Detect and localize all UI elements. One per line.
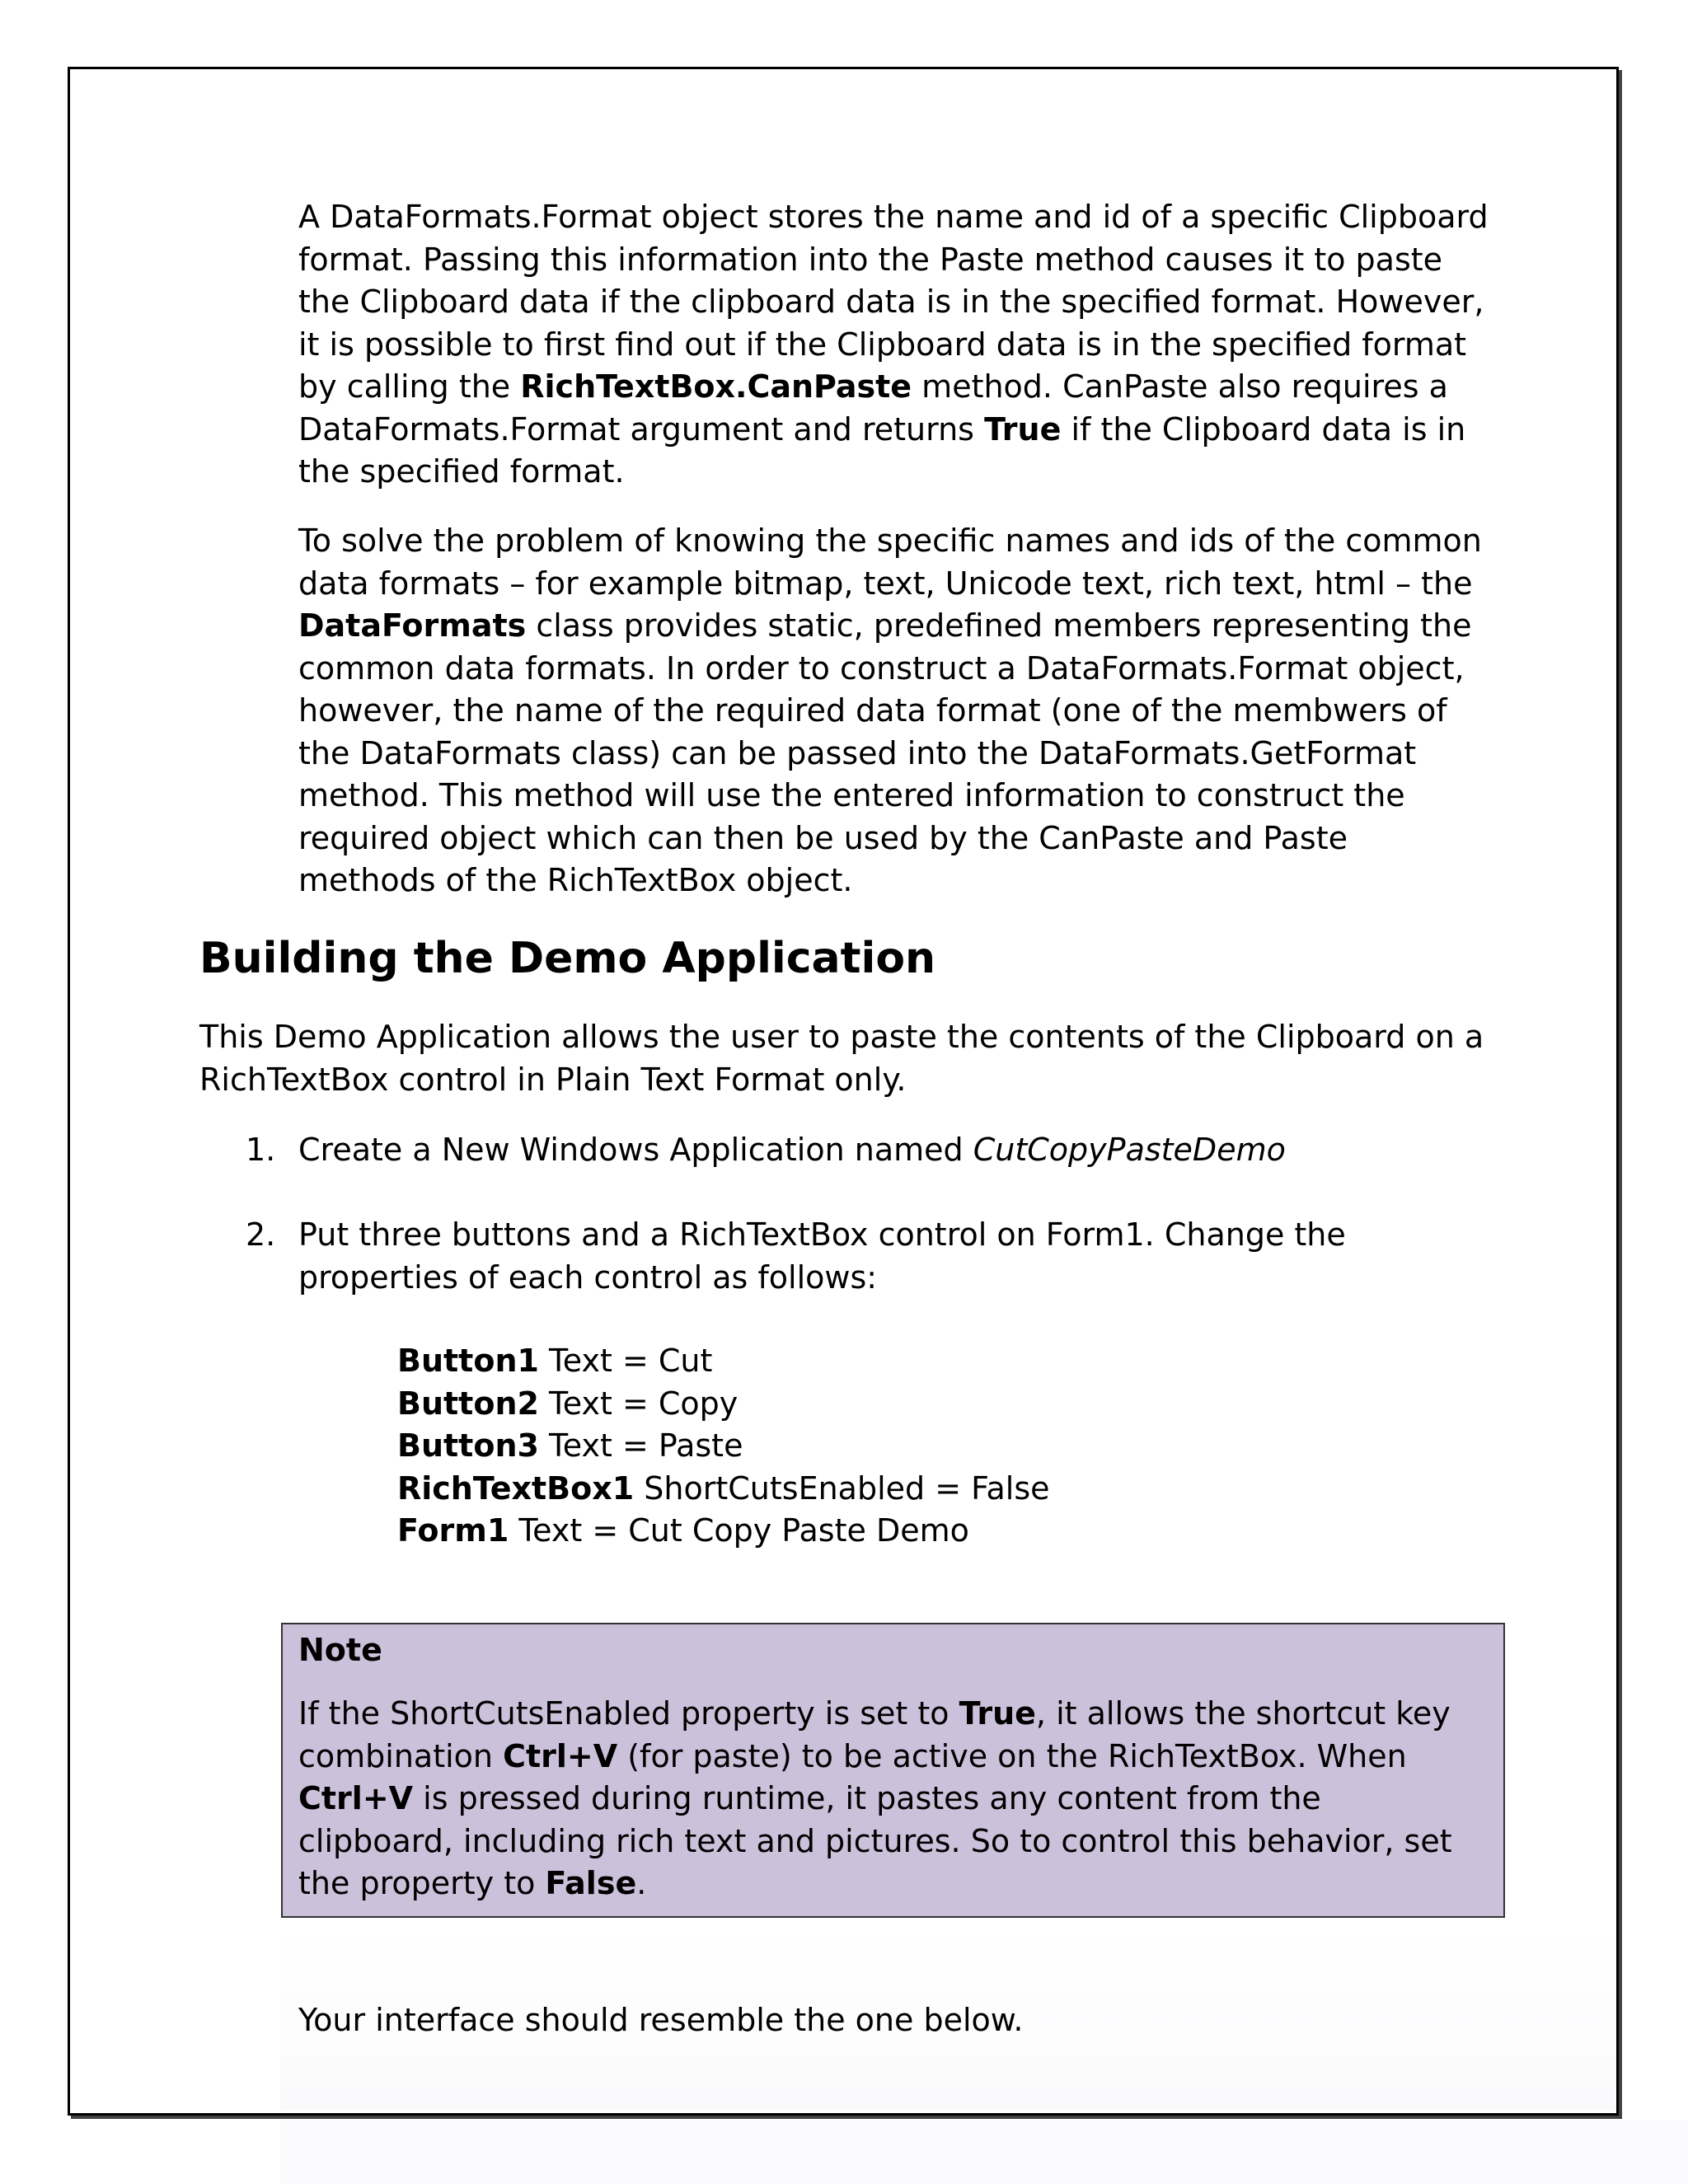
bold-term-ctrl-v: Ctrl+V: [298, 1780, 414, 1816]
paragraph-text: To solve the problem of knowing the specific names and ids of the common data formats – for example bitmap, text, Unicode text, rich text, html – the: [298, 523, 1482, 602]
paragraph-text: class provides static, predefined members representing the common data formats. In order to construct a DataFormats.Format object, however, the name of the required data format (one of the membwers of the DataFormats class) can be passed into the DataFormats.GetFormat method. This method will use the entered information to construct the required object which can then be used by the CanPaste and Paste methods of the RichTextBox object.: [298, 607, 1472, 898]
note-body: [298, 1693, 1485, 1905]
control-name: Button2: [397, 1385, 539, 1422]
note-text: (for paste) to be active on the RichTextBox. When: [617, 1737, 1407, 1774]
bold-term-true: True: [959, 1695, 1036, 1732]
bottom-shade: [280, 2120, 1688, 2184]
property-row: [397, 1340, 1050, 1383]
control-name: Form1: [397, 1512, 509, 1549]
step-2-text: Put three buttons and a RichTextBox control on Form1. Change the properties of each control as follows:: [298, 1216, 1346, 1296]
note-title: Note: [298, 1632, 382, 1668]
control-name: RichTextBox1: [397, 1469, 635, 1507]
step-1-text: [298, 1129, 1452, 1172]
property-setting: Text = Cut Copy Paste Demo: [509, 1512, 969, 1549]
bold-term-dataformats: DataFormats: [298, 607, 527, 644]
property-list: [397, 1340, 1050, 1553]
paragraph-demo-intro: This Demo Application allows the user to paste the contents of the Clipboard on a RichTextBox control in Plain Text Format only.: [199, 1019, 1484, 1098]
step-number: 1.: [246, 1132, 276, 1168]
paragraph-text: A DataFormats.Format object stores the name and id of a specific Clipboard format. Passing this information into the Paste method causes it to paste the Clipboard data if the clipboard data is in the specified format. However, it is possible to first find out if the Clipboard data is in the specified format by calling the: [298, 199, 1489, 405]
section-heading: Building the Demo Application: [199, 934, 936, 983]
property-setting: Text = Copy: [538, 1385, 738, 1422]
note-text: , it allows the shortcut key combination: [298, 1695, 1451, 1774]
paragraph-text: method. CanPaste also requires a DataFormats.Format argument and returns: [298, 368, 1448, 448]
step-number: 2.: [246, 1216, 276, 1253]
property-setting: Text = Paste: [538, 1427, 743, 1464]
paragraph-text: if the Clipboard data is in the specified format.: [298, 410, 1466, 490]
paragraph-dataformats-class: [298, 520, 1493, 902]
property-row: [397, 1383, 1050, 1426]
paragraph-dataformats-format: [298, 196, 1493, 494]
property-row: [397, 1468, 1050, 1511]
note-text: If the ShortCutsEnabled property is set to: [298, 1695, 959, 1732]
note-text: is pressed during runtime, it pastes any content from the clipboard, including rich text and pictures. So to control this behavior, set the property to: [298, 1780, 1452, 1901]
property-row: [397, 1425, 1050, 1468]
bold-term-true: True: [984, 410, 1062, 448]
control-name: Button3: [397, 1427, 539, 1464]
control-name: Button1: [397, 1343, 539, 1379]
note-box: [281, 1623, 1505, 1918]
step-text: Create a New Windows Application named: [298, 1132, 973, 1168]
property-row: [397, 1510, 1050, 1553]
bold-term-false: False: [545, 1865, 637, 1901]
property-setting: Text = Cut: [538, 1343, 713, 1379]
note-text: .: [636, 1865, 647, 1901]
project-name-italic: CutCopyPasteDemo: [973, 1132, 1286, 1168]
bold-term-ctrl-v: Ctrl+V: [503, 1737, 618, 1774]
paragraph-interface-note: Your interface should resemble the one below.: [298, 2002, 1024, 2038]
property-setting: ShortCutsEnabled = False: [634, 1469, 1050, 1507]
bold-term-richtextbox-canpaste: RichTextBox.CanPaste: [520, 368, 912, 405]
